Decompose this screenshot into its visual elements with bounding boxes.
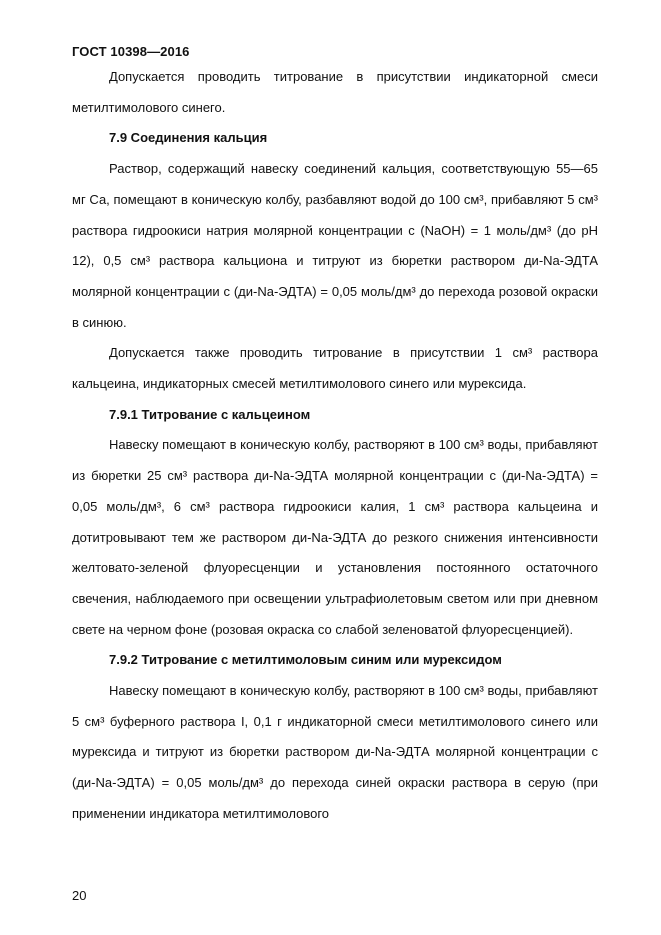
document-body	[72, 62, 598, 830]
section-heading: 7.9 Соединения кальция	[109, 130, 268, 146]
paragraph: Раствор, содержащий навеску соединений кальция, соответствующую 55—65 мг Са, помещают в коническую колбу, разбавляют водой до 100 см³, прибавляют 5 см³ раствора гидроокиси натрия молярной концентрации с (NaOH) = 1 моль/дм³ (до pH 12), 0,5 см³ раствора кальциона и титруют из бюретки раствором ди-Na-ЭДТА молярной концентрации с (ди-Na-ЭДТА) = 0,05 моль/дм³ до перехода розовой окраски в синюю.	[72, 161, 598, 330]
paragraph: Навеску помещают в коническую колбу, растворяют в 100 см³ воды, прибавляют из бюретки 25 см³ раствора ди-Na-ЭДТА молярной концентрации с (ди-Na-ЭДТА) = 0,05 моль/дм³, 6 см³ раствора гидроокиси калия, 1 см³ раствора кальцеина и дотитровывают тем же раствором ди-Na-ЭДТА до резкого снижения интенсивности желтовато-зеленой флуоресценции и установления постоянного остаточного свечения, наблюдаемого при освещении ультрафиолетовым светом или при дневном свете на черном фоне (розовая окраска со слабой зеленоватой флуоресценцией).	[72, 437, 598, 637]
paragraph: Допускается также проводить титрование в присутствии 1 см³ раствора кальцеина, индикаторных смесей метилтимолового синего или мурексида.	[72, 345, 598, 392]
subsection-heading: 7.9.1 Титрование с кальцеином	[109, 406, 311, 422]
document-header: ГОСТ 10398—2016	[72, 44, 190, 59]
paragraph: Допускается проводить титрование в присутствии индикаторной смеси метилтимолового синего.	[72, 69, 598, 115]
paragraph: Навеску помещают в коническую колбу, растворяют в 100 см³ воды, прибавляют 5 см³ буферного раствора I, 0,1 г индикаторной смеси метилтимолового синего или мурексида и титруют из бюретки раствором ди-Na-ЭДТА молярной концентрации с (ди-Na-ЭДТА) = 0,05 моль/дм³ до перехода синей окраски раствора в серую (при применении индикатора метилтимолового	[72, 683, 598, 821]
page-number: 20	[72, 888, 87, 903]
subsection-heading: 7.9.2 Титрование с метилтимоловым синим или мурексидом	[109, 652, 502, 668]
